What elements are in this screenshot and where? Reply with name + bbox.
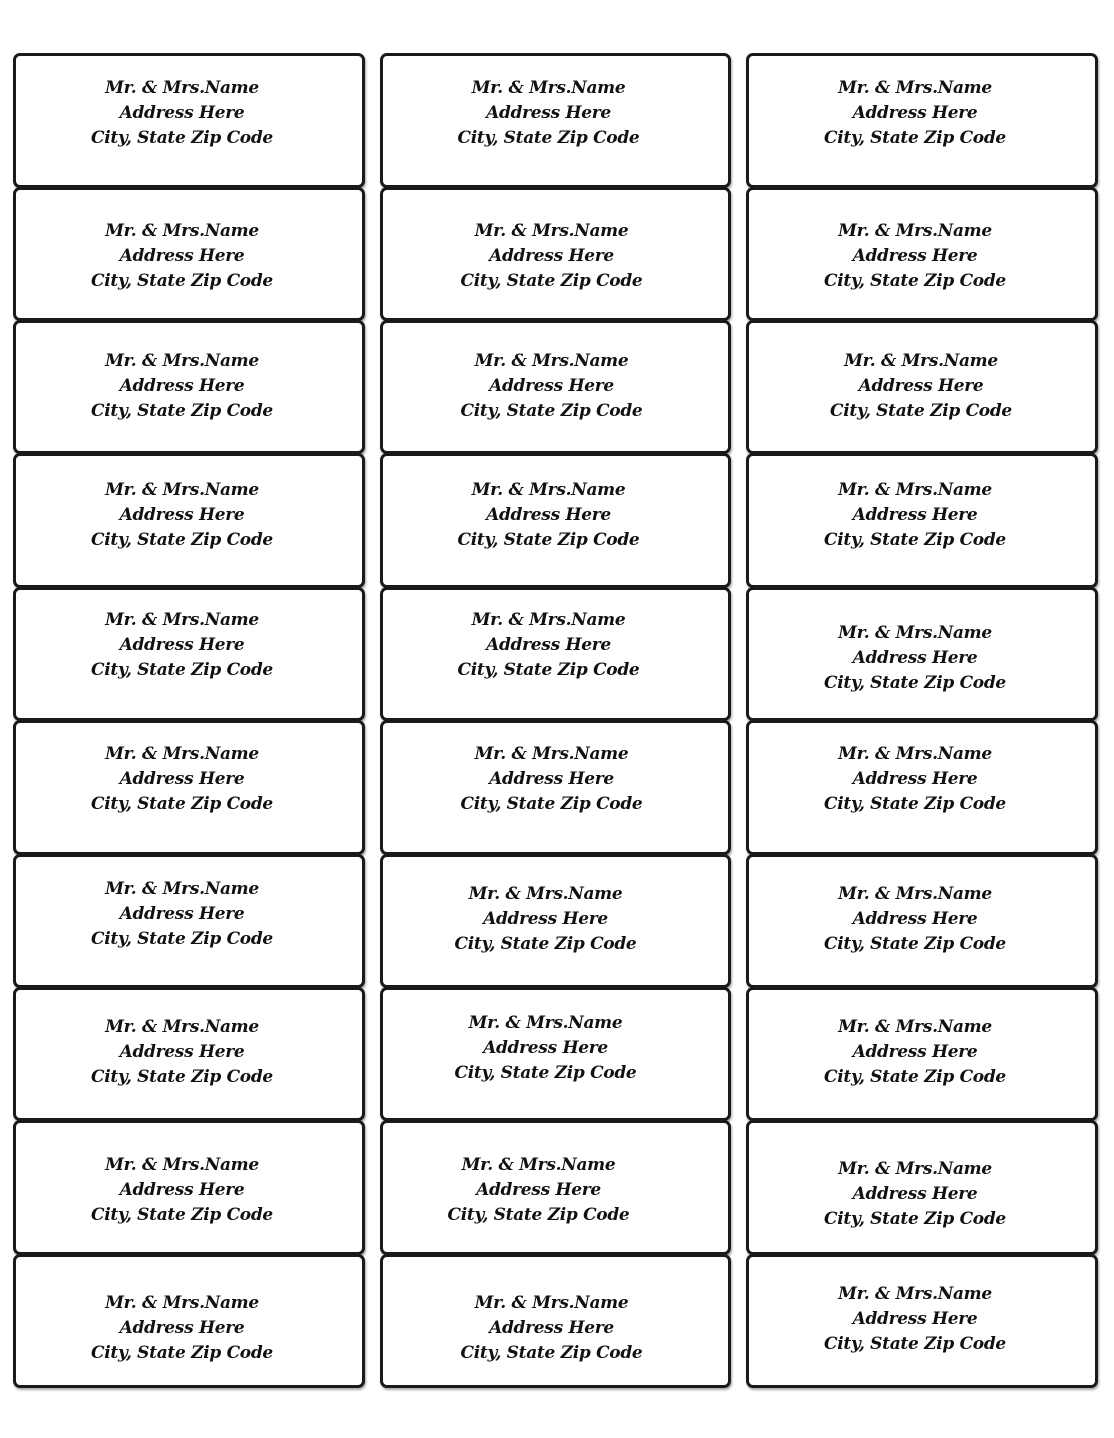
recipient-name: Mr. & Mrs.Name [105, 1155, 259, 1175]
label-text [373, 1011, 718, 1086]
label-text [742, 621, 1088, 696]
city-state-zip: City, State Zip Code [91, 401, 273, 421]
recipient-name: Mr. & Mrs.Name [468, 1013, 623, 1033]
address-label [380, 854, 731, 988]
address-label [380, 453, 731, 588]
recipient-name: Mr. & Mrs.Name [474, 351, 629, 371]
recipient-name: Mr. & Mrs.Name [461, 1155, 616, 1175]
recipient-name: Mr. & Mrs.Name [105, 879, 259, 899]
address-label [746, 987, 1098, 1121]
address-line: Address Here [486, 103, 611, 123]
address-label [746, 187, 1098, 321]
address-label [13, 453, 365, 588]
recipient-name: Mr. & Mrs.Name [105, 610, 259, 630]
label-text [742, 478, 1088, 553]
city-state-zip: City, State Zip Code [824, 934, 1006, 954]
recipient-name: Mr. & Mrs.Name [474, 1293, 629, 1313]
address-line: Address Here [119, 1318, 245, 1338]
address-label [380, 1254, 731, 1388]
city-state-zip: City, State Zip Code [460, 401, 643, 421]
address-label [13, 187, 365, 321]
label-text [379, 1291, 724, 1366]
label-text [742, 742, 1088, 817]
recipient-name: Mr. & Mrs.Name [105, 78, 259, 98]
city-state-zip: City, State Zip Code [460, 1343, 643, 1363]
address-line: Address Here [489, 1318, 614, 1338]
label-text [742, 1157, 1088, 1232]
address-label [13, 720, 365, 855]
recipient-name: Mr. & Mrs.Name [474, 221, 629, 241]
recipient-name: Mr. & Mrs.Name [838, 1017, 992, 1037]
label-text [9, 877, 355, 952]
city-state-zip: City, State Zip Code [824, 128, 1006, 148]
address-line: Address Here [486, 635, 611, 655]
address-line: Address Here [852, 505, 978, 525]
recipient-name: Mr. & Mrs.Name [838, 884, 992, 904]
label-text [742, 1015, 1088, 1090]
recipient-name: Mr. & Mrs.Name [838, 1159, 992, 1179]
city-state-zip: City, State Zip Code [824, 673, 1006, 693]
city-state-zip: City, State Zip Code [91, 271, 273, 291]
label-text [742, 219, 1088, 294]
label-text [742, 76, 1088, 151]
city-state-zip: City, State Zip Code [457, 660, 640, 680]
label-text [9, 1015, 355, 1090]
recipient-name: Mr. & Mrs.Name [471, 610, 626, 630]
address-label [13, 53, 365, 188]
address-line: Address Here [489, 376, 614, 396]
city-state-zip: City, State Zip Code [91, 794, 273, 814]
city-state-zip: City, State Zip Code [91, 929, 273, 949]
city-state-zip: City, State Zip Code [91, 128, 273, 148]
label-text [379, 349, 724, 424]
address-line: Address Here [489, 769, 614, 789]
address-line: Address Here [483, 1038, 608, 1058]
city-state-zip: City, State Zip Code [460, 271, 643, 291]
recipient-name: Mr. & Mrs.Name [838, 221, 992, 241]
address-line: Address Here [852, 648, 978, 668]
address-line: Address Here [852, 909, 978, 929]
address-label [13, 587, 365, 721]
recipient-name: Mr. & Mrs.Name [844, 351, 998, 371]
recipient-name: Mr. & Mrs.Name [838, 78, 992, 98]
label-text [379, 742, 724, 817]
address-label [746, 453, 1098, 588]
city-state-zip: City, State Zip Code [454, 1063, 637, 1083]
address-label [13, 854, 365, 988]
address-line: Address Here [483, 909, 608, 929]
label-text [9, 76, 355, 151]
address-line: Address Here [119, 1042, 245, 1062]
address-label [746, 854, 1098, 988]
address-label [380, 53, 731, 188]
city-state-zip: City, State Zip Code [460, 794, 643, 814]
city-state-zip: City, State Zip Code [457, 530, 640, 550]
city-state-zip: City, State Zip Code [824, 1334, 1006, 1354]
address-label [380, 720, 731, 855]
label-text [9, 608, 355, 683]
recipient-name: Mr. & Mrs.Name [838, 744, 992, 764]
address-label [746, 720, 1098, 855]
address-line: Address Here [476, 1180, 601, 1200]
address-label [746, 320, 1098, 454]
recipient-name: Mr. & Mrs.Name [838, 623, 992, 643]
city-state-zip: City, State Zip Code [91, 660, 273, 680]
city-state-zip: City, State Zip Code [830, 401, 1012, 421]
address-label [380, 587, 731, 721]
recipient-name: Mr. & Mrs.Name [105, 351, 259, 371]
address-label [746, 53, 1098, 188]
address-label [380, 320, 731, 454]
label-text [376, 608, 721, 683]
label-text [376, 478, 721, 553]
label-text [379, 219, 724, 294]
address-line: Address Here [852, 769, 978, 789]
label-text [366, 1153, 711, 1228]
recipient-name: Mr. & Mrs.Name [838, 480, 992, 500]
recipient-name: Mr. & Mrs.Name [105, 221, 259, 241]
address-label [746, 587, 1098, 721]
address-line: Address Here [852, 246, 978, 266]
label-text [9, 219, 355, 294]
label-text [9, 1291, 355, 1366]
label-text [748, 349, 1094, 424]
city-state-zip: City, State Zip Code [91, 1205, 273, 1225]
label-text [9, 1153, 355, 1228]
address-line: Address Here [852, 1309, 978, 1329]
address-label [13, 1120, 365, 1255]
address-line: Address Here [852, 1184, 978, 1204]
recipient-name: Mr. & Mrs.Name [471, 78, 626, 98]
recipient-name: Mr. & Mrs.Name [105, 1017, 259, 1037]
city-state-zip: City, State Zip Code [447, 1205, 630, 1225]
city-state-zip: City, State Zip Code [91, 1067, 273, 1087]
address-label [380, 1120, 731, 1255]
label-text [376, 76, 721, 151]
address-label [13, 320, 365, 454]
address-line: Address Here [119, 103, 245, 123]
address-label [13, 1254, 365, 1388]
label-text [9, 478, 355, 553]
address-line: Address Here [486, 505, 611, 525]
address-line: Address Here [119, 904, 245, 924]
recipient-name: Mr. & Mrs.Name [474, 744, 629, 764]
address-line: Address Here [119, 635, 245, 655]
recipient-name: Mr. & Mrs.Name [105, 744, 259, 764]
address-label [380, 187, 731, 321]
address-label [380, 987, 731, 1121]
address-line: Address Here [119, 376, 245, 396]
recipient-name: Mr. & Mrs.Name [471, 480, 626, 500]
label-text [742, 1282, 1088, 1357]
label-text [742, 882, 1088, 957]
city-state-zip: City, State Zip Code [824, 1067, 1006, 1087]
address-line: Address Here [119, 1180, 245, 1200]
city-state-zip: City, State Zip Code [824, 271, 1006, 291]
address-line: Address Here [852, 103, 978, 123]
label-text [9, 742, 355, 817]
address-line: Address Here [489, 246, 614, 266]
address-line: Address Here [858, 376, 984, 396]
city-state-zip: City, State Zip Code [454, 934, 637, 954]
address-label [13, 987, 365, 1121]
city-state-zip: City, State Zip Code [91, 1343, 273, 1363]
address-label [746, 1120, 1098, 1255]
address-line: Address Here [119, 246, 245, 266]
recipient-name: Mr. & Mrs.Name [105, 1293, 259, 1313]
city-state-zip: City, State Zip Code [91, 530, 273, 550]
label-text [9, 349, 355, 424]
address-line: Address Here [852, 1042, 978, 1062]
city-state-zip: City, State Zip Code [457, 128, 640, 148]
recipient-name: Mr. & Mrs.Name [105, 480, 259, 500]
address-label [746, 1254, 1098, 1388]
city-state-zip: City, State Zip Code [824, 530, 1006, 550]
address-line: Address Here [119, 769, 245, 789]
address-line: Address Here [119, 505, 245, 525]
city-state-zip: City, State Zip Code [824, 1209, 1006, 1229]
recipient-name: Mr. & Mrs.Name [468, 884, 623, 904]
label-text [373, 882, 718, 957]
city-state-zip: City, State Zip Code [824, 794, 1006, 814]
recipient-name: Mr. & Mrs.Name [838, 1284, 992, 1304]
